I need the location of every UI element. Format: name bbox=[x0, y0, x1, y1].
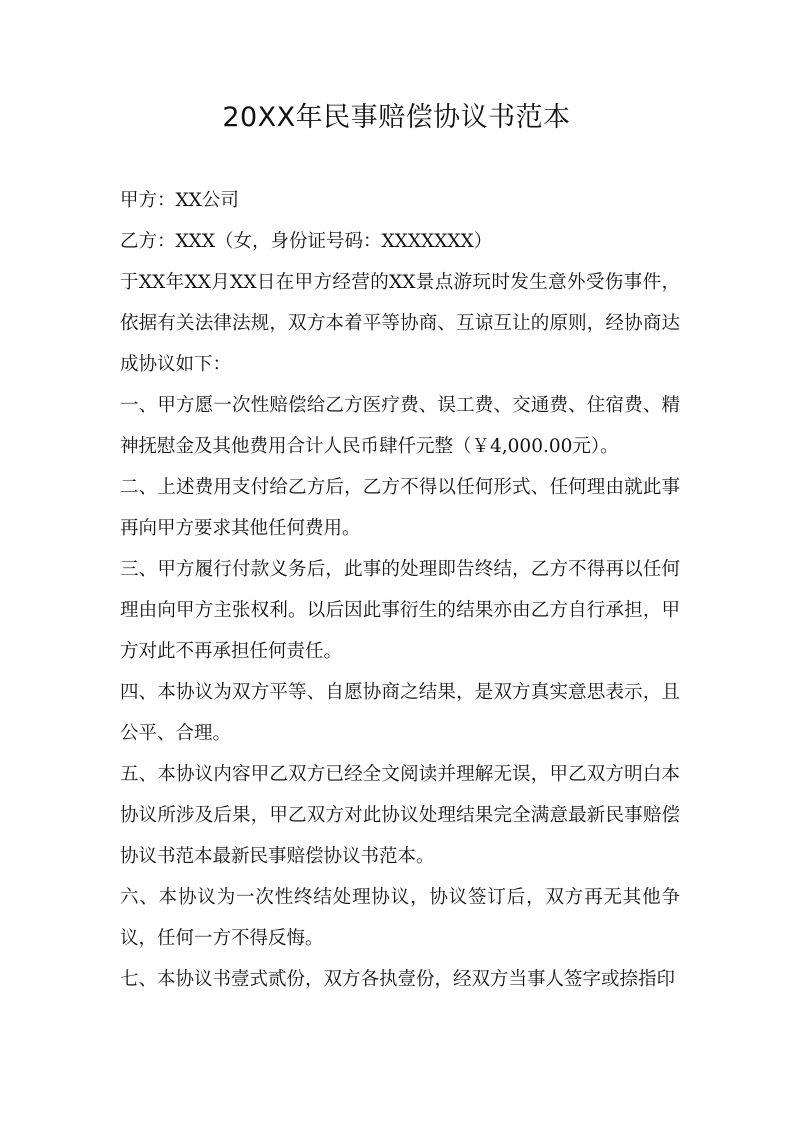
document-body bbox=[120, 180, 680, 1000]
clause-5: 五、本协议内容甲乙双方已经全文阅读并理解无误，甲乙双方明白本协议所涉及后果，甲乙双方对此协议处理结果完全满意最新民事赔偿协议书范本最新民事赔偿协议书范本。 bbox=[120, 764, 680, 867]
clause-2: 二、上述费用支付给乙方后，乙方不得以任何形式、任何理由就此事再向甲方要求其他任何费用。 bbox=[120, 477, 680, 539]
party-b-line: 乙方：XXX（女，身份证号码：XXXXXXX） bbox=[120, 231, 493, 252]
clause-4: 四、本协议为双方平等、自愿协商之结果，是双方真实意思表示，且公平、合理。 bbox=[120, 682, 680, 744]
clause-7: 七、本协议书壹式贰份，双方各执壹份，经双方当事人签字或捺指印 bbox=[120, 969, 676, 990]
party-a-line: 甲方：XX公司 bbox=[120, 190, 239, 211]
clause-6: 六、本协议为一次性终结处理协议，协议签订后，双方再无其他争议，任何一方不得反悔。 bbox=[120, 887, 680, 949]
clause-1: 一、甲方愿一次性赔偿给乙方医疗费、误工费、交通费、住宿费、精神抚慰金及其他费用合计人民币肆仟元整（￥4,000.00元）。 bbox=[120, 395, 680, 457]
clause-3: 三、甲方履行付款义务后，此事的处理即告终结，乙方不得再以任何理由向甲方主张权利。以后因此事衍生的结果亦由乙方自行承担，甲方对此不再承担任何责任。 bbox=[120, 559, 680, 662]
intro-paragraph: 于XX年XX月XX日在甲方经营的XX景点游玩时发生意外受伤事件，依据有关法律法规，双方本着平等协商、互谅互让的原则，经协商达成协议如下： bbox=[120, 272, 680, 375]
document-title: 20XX年民事赔偿协议书范本 bbox=[222, 102, 571, 133]
